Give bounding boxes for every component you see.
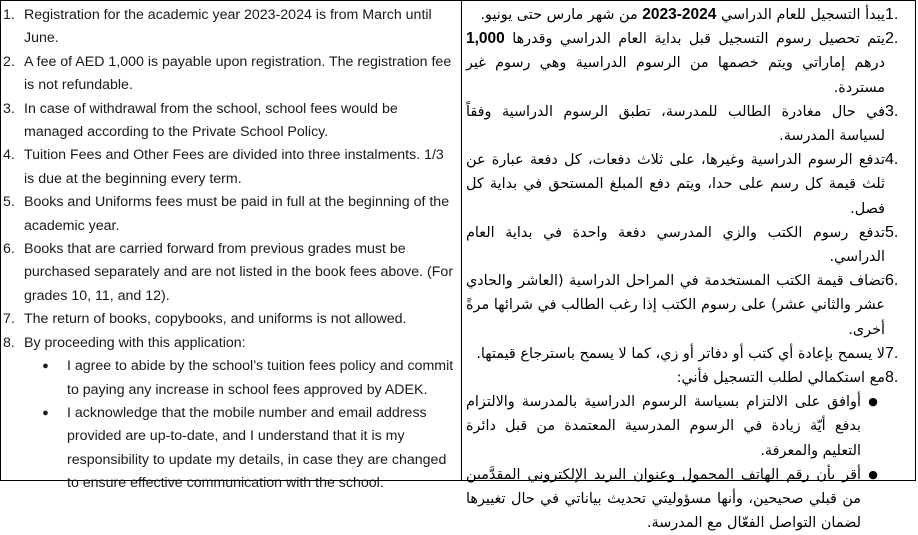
item-8-content xyxy=(466,366,885,535)
list-item xyxy=(3,98,455,145)
list-item xyxy=(466,148,909,221)
item-text: Books and Uniforms fees must be paid in full at the beginning of the academic year. xyxy=(24,194,450,234)
item-number: 3. xyxy=(3,100,15,117)
item-text: Tuition Fees and Other Fees are divided into three instalments. 1/3 is due at the beginning every term. xyxy=(24,147,444,187)
item-number: 6. xyxy=(3,241,15,258)
item-number: 2. xyxy=(885,30,899,48)
item-text: By proceeding with this application: xyxy=(24,334,246,351)
item-text: تدفع الرسوم الدراسية وغيرها، على ثلاث دفعات، كل دفعة عبارة عن ثلث قيمة كل رسم على حدا، ويتم دفع المبلغ المستحق في بداية كل فصل. xyxy=(466,152,885,217)
bullet-icon: ● xyxy=(868,395,878,409)
item-text: A fee of AED 1,000 is payable upon registration. The registration fee is not refundable. xyxy=(24,53,452,94)
item-8-content xyxy=(24,332,455,496)
item-number: 5. xyxy=(3,194,15,211)
item-number: 7. xyxy=(3,311,15,328)
item-text: Registration for the academic year 2023-2024 is from March until June. xyxy=(24,7,432,47)
item-text-part: يبدأ التسجيل للعام الدراسي xyxy=(716,7,885,23)
item-amount: 1,000 xyxy=(466,30,505,48)
item-number: 3. xyxy=(885,102,899,120)
item-text: In case of withdrawal from the school, school fees would be managed according to the Private School Policy. xyxy=(24,100,398,141)
item-text-part: درهم إماراتي ويتم خصمها من الرسوم الدراسية وهي رسوم غير مستردة. xyxy=(466,55,885,96)
item-text: Books that are carried forward from previous grades must be purchased separately and are not listed in the book fees above. (For grades 10, 11, and 12). xyxy=(24,241,454,304)
item-text: تدفع رسوم الكتب والزي المدرسي دفعة واحدة في بداية العام الدراسي. xyxy=(466,224,885,266)
consent-text: I acknowledge that the mobile number and email address provided are up-to-date, and I understand that it is my responsibility to update my details, in case they are changed to ensure effective communication with the school. xyxy=(67,404,447,492)
arabic-terms-column xyxy=(462,1,915,532)
list-item xyxy=(3,4,455,51)
item-number: 8. xyxy=(3,334,15,351)
item-year: 2023-2024 xyxy=(642,6,717,23)
list-item xyxy=(466,221,909,269)
consent-item xyxy=(24,355,455,402)
list-item xyxy=(3,51,455,98)
list-item xyxy=(466,342,909,366)
bullet-icon: ● xyxy=(42,406,49,419)
list-item xyxy=(3,308,455,331)
item-number: 1. xyxy=(885,6,899,23)
list-item xyxy=(466,366,909,535)
item-text: The return of books, copybooks, and uniforms is not allowed. xyxy=(24,311,407,328)
item-number: 7. xyxy=(885,344,899,362)
item-number: 4. xyxy=(885,151,899,169)
arabic-terms-list xyxy=(466,3,909,535)
list-item xyxy=(3,144,455,191)
arabic-consent-list xyxy=(466,390,885,535)
item-text-part: من شهر مارس حتى يونيو. xyxy=(480,7,643,23)
list-item xyxy=(466,3,909,27)
consent-text: أقر بأن رقم الهاتف المحمول وعنوان البريد الإلكتروني المقدَّمين من قبلي صحيحين، وأنها مسؤوليتي تحديث بياناتي في حال تغييرها لضمان التواصل الفعّال مع المدرسة. xyxy=(466,466,861,532)
list-item xyxy=(3,191,455,238)
item-number: 4. xyxy=(3,147,15,164)
list-item xyxy=(3,332,455,496)
item-text-part: يتم تحصيل رسوم التسجيل قبل بداية العام الدراسي وقدرها xyxy=(504,31,885,48)
english-terms-list xyxy=(3,4,455,496)
english-consent-list xyxy=(24,355,455,495)
consent-item xyxy=(466,463,885,535)
item-number: 6. xyxy=(885,272,899,290)
item-text: في حال مغادرة الطالب للمدرسة، تطبق الرسوم الدراسية وفقاً لسياسة المدرسة. xyxy=(466,103,885,145)
english-terms-column xyxy=(1,1,462,492)
consent-item xyxy=(466,390,885,463)
consent-text: I agree to abide by the school’s tuition fees policy and commit to paying any increase in school fees approved by ADEK. xyxy=(67,358,454,398)
bullet-icon: ● xyxy=(42,360,49,373)
item-text: لا يسمح بإعادة أي كتب أو دفاتر أو زي، كما لا يسمح باسترجاع قيمتها. xyxy=(476,345,885,362)
list-item xyxy=(466,269,909,342)
item-number: 1. xyxy=(3,7,15,23)
item-number: 8. xyxy=(885,369,899,387)
item-text xyxy=(466,27,885,100)
list-item xyxy=(466,100,909,148)
item-text xyxy=(466,3,885,27)
list-item xyxy=(466,27,909,100)
item-text: تضاف قيمة الكتب المستخدمة في المراحل الدراسية (العاشر والحادي عشر والثاني عشر) على رسوم الكتب إذا رغب الطالب في شرائها مرةً أخرى. xyxy=(466,273,885,338)
item-text: مع استكمالي لطلب التسجيل فأني: xyxy=(676,370,885,387)
item-number: 5. xyxy=(885,223,899,241)
consent-item xyxy=(24,402,455,496)
list-item xyxy=(3,238,455,308)
consent-text: أوافق على الالتزام بسياسة الرسوم الدراسية بالمدرسة والالتزام بدفع أيّة زيادة في الرسوم المدرسية المعتمدة من قبل دائرة التعليم والمعرفة. xyxy=(466,394,861,459)
item-number: 2. xyxy=(3,53,15,70)
bullet-icon: ● xyxy=(868,467,878,481)
